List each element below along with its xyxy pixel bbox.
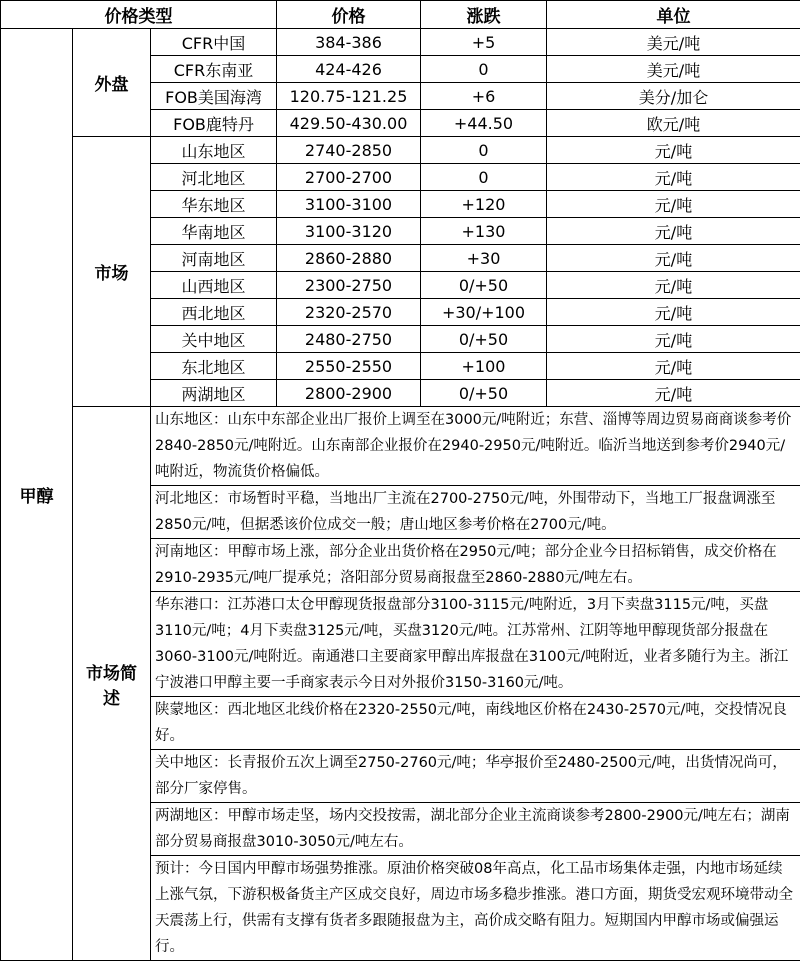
note-row <box>1 407 800 486</box>
price-value: 2700-2700 <box>277 164 421 191</box>
change-value: +30 <box>421 245 547 272</box>
market-note: 两湖地区：甲醇市场走坚，场内交投按需，湖北部分企业主流商谈参考2800-2900元/吨左右；湖南部分贸易商报盘3010-3050元/吨左右。 <box>151 803 800 856</box>
unit-value: 元/吨 <box>547 380 800 407</box>
change-value: +30/+100 <box>421 299 547 326</box>
region-name: CFR中国 <box>151 29 277 56</box>
change-value: +44.50 <box>421 110 547 137</box>
price-value: 120.75-121.25 <box>277 83 421 110</box>
region-name: 西北地区 <box>151 299 277 326</box>
change-value: +130 <box>421 218 547 245</box>
change-value: +100 <box>421 353 547 380</box>
unit-value: 元/吨 <box>547 326 800 353</box>
region-name: FOB鹿特丹 <box>151 110 277 137</box>
region-name: 山西地区 <box>151 272 277 299</box>
price-value: 3100-3100 <box>277 191 421 218</box>
unit-value: 元/吨 <box>547 218 800 245</box>
product-name: 甲醇 <box>1 29 73 961</box>
region-name: FOB美国海湾 <box>151 83 277 110</box>
header-price-type: 价格类型 <box>1 1 277 29</box>
change-value: +5 <box>421 29 547 56</box>
header-unit: 单位 <box>547 1 800 29</box>
unit-value: 元/吨 <box>547 164 800 191</box>
region-name: 东北地区 <box>151 353 277 380</box>
header-change: 涨跌 <box>421 1 547 29</box>
market-note: 陕蒙地区：西北地区北线价格在2320-2550元/吨，南线地区价格在2430-2570元/吨，交投情况良好。 <box>151 697 800 750</box>
region-name: 华南地区 <box>151 218 277 245</box>
unit-value: 元/吨 <box>547 299 800 326</box>
unit-value: 欧元/吨 <box>547 110 800 137</box>
price-value: 2320-2570 <box>277 299 421 326</box>
price-value: 2800-2900 <box>277 380 421 407</box>
region-name: 关中地区 <box>151 326 277 353</box>
change-value: 0/+50 <box>421 326 547 353</box>
unit-value: 美分/加仑 <box>547 83 800 110</box>
header-row <box>1 1 800 29</box>
price-value: 2740-2850 <box>277 137 421 164</box>
group-outer: 外盘 <box>73 29 151 137</box>
price-value: 2550-2550 <box>277 353 421 380</box>
group-market: 市场 <box>73 137 151 407</box>
unit-value: 元/吨 <box>547 137 800 164</box>
market-note: 关中地区：长青报价五次上调至2750-2760元/吨；华亭报价至2480-2500元/吨，出货情况尚可，部分厂家停售。 <box>151 750 800 803</box>
price-value: 424-426 <box>277 56 421 83</box>
unit-value: 元/吨 <box>547 191 800 218</box>
price-value: 429.50-430.00 <box>277 110 421 137</box>
price-row <box>1 137 800 164</box>
region-name: 河北地区 <box>151 164 277 191</box>
unit-value: 元/吨 <box>547 245 800 272</box>
change-value: +120 <box>421 191 547 218</box>
market-note: 河南地区：甲醇市场上涨，部分企业出货价格在2950元/吨；部分企业今日招标销售，成交价格在2910-2935元/吨厂提承兑；洛阳部分贸易商报盘至2860-2880元/吨左右。 <box>151 539 800 592</box>
region-name: 山东地区 <box>151 137 277 164</box>
market-note: 预计：今日国内甲醇市场强势推涨。原油价格突破08年高点，化工品市场集体走强，内地市场延续上涨气氛，下游积极备货主产区成交良好，周边市场多稳步推涨。港口方面，期货受宏观环境带动全天震荡上行，供需有支撑有货者多跟随报盘为主，高价成交略有阻力。短期国内甲醇市场或偏强运行。 <box>151 856 800 961</box>
price-value: 2480-2750 <box>277 326 421 353</box>
unit-value: 美元/吨 <box>547 29 800 56</box>
change-value: +6 <box>421 83 547 110</box>
group-summary: 市场简述 <box>73 407 151 961</box>
header-price: 价格 <box>277 1 421 29</box>
change-value: 0 <box>421 164 547 191</box>
price-row <box>1 29 800 56</box>
region-name: 两湖地区 <box>151 380 277 407</box>
price-value: 384-386 <box>277 29 421 56</box>
unit-value: 美元/吨 <box>547 56 800 83</box>
market-note: 华东港口：江苏港口太仓甲醇现货报盘部分3100-3115元/吨附近，3月下卖盘3115元/吨，买盘3110元/吨；4月下卖盘3125元/吨，买盘3120元/吨。江苏常州、江阴等地甲醇现货部分报盘在3060-3100元/吨附近。南通港口主要商家甲醇出库报盘在3100元/吨附近，业者多随行为主。浙江宁波港口甲醇主要一手商家表示今日对外报价3150-3160元/吨。 <box>151 592 800 697</box>
region-name: 华东地区 <box>151 191 277 218</box>
market-note: 河北地区：市场暂时平稳，当地出厂主流在2700-2750元/吨，外围带动下，当地工厂报盘调涨至2850元/吨，但据悉该价位成交一般；唐山地区参考价格在2700元/吨。 <box>151 486 800 539</box>
price-value: 2860-2880 <box>277 245 421 272</box>
unit-value: 元/吨 <box>547 272 800 299</box>
price-value: 3100-3120 <box>277 218 421 245</box>
change-value: 0 <box>421 56 547 83</box>
change-value: 0/+50 <box>421 380 547 407</box>
market-note: 山东地区：山东中东部企业出厂报价上调至在3000元/吨附近；东营、淄博等周边贸易商商谈参考价2840-2850元/吨附近。山东南部企业报价在2940-2950元/吨附近。临沂当地送到参考价2940元/吨附近，物流货价格偏低。 <box>151 407 800 486</box>
region-name: CFR东南亚 <box>151 56 277 83</box>
region-name: 河南地区 <box>151 245 277 272</box>
change-value: 0 <box>421 137 547 164</box>
price-value: 2300-2750 <box>277 272 421 299</box>
change-value: 0/+50 <box>421 272 547 299</box>
unit-value: 元/吨 <box>547 353 800 380</box>
